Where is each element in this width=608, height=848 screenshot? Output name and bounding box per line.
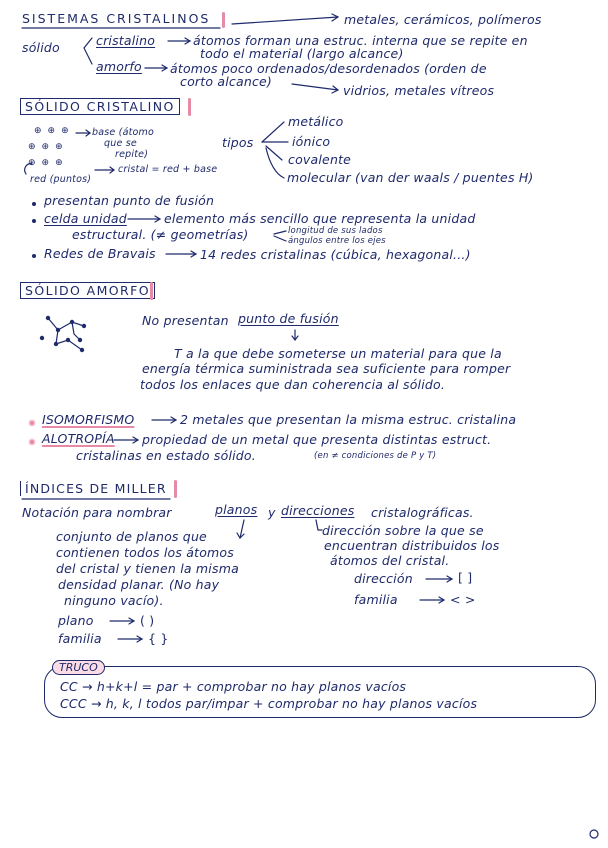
alotropia-label: ALOTROPÍA <box>42 431 115 446</box>
amorfo-atom <box>66 338 70 342</box>
page-title: SISTEMAS CRISTALINOS <box>22 11 211 26</box>
amorfo-atom <box>80 348 84 352</box>
solido-label: sólido <box>22 40 60 55</box>
planos-def-1: conjunto de planos que <box>56 529 207 544</box>
truco-line-1: CC → h+k+l = par + comprobar no hay planos vacíos <box>60 679 407 694</box>
solido-bracket <box>84 38 92 64</box>
red-note: red (puntos) <box>30 174 92 185</box>
planos-def-5: ninguno vacío). <box>64 593 164 608</box>
punto-fusion-label: punto de fusión <box>238 311 339 326</box>
celda-note-arrow-2 <box>274 236 286 241</box>
tipo-ionico: iónico <box>292 134 331 149</box>
crystal-row-3: ⊕⊕⊕ <box>28 158 69 168</box>
bravais-label: Redes de Bravais <box>44 246 156 261</box>
dir-def-2: encuentran distribuidos los <box>324 538 500 553</box>
familia-dir-label: familia <box>354 592 398 607</box>
amorfo-atom <box>40 336 44 340</box>
truco-label: TRUCO <box>52 660 105 675</box>
alotropia-def-1: propiedad de un metal que presenta distintas estruct. <box>142 432 492 447</box>
crystal-row-1: ⊕⊕⊕ <box>34 126 75 136</box>
base-note-3: repite) <box>115 149 149 160</box>
miller-direcciones: direcciones <box>281 503 355 518</box>
alotropia-note: (en ≠ condiciones de P y T) <box>314 451 437 461</box>
top-right-note: metales, cerámicos, polímeros <box>344 12 542 27</box>
familia-plano-label: familia <box>58 631 102 646</box>
celda-note-1: longitud de sus lados <box>288 226 383 236</box>
corner-mark <box>590 830 598 838</box>
tipos-label: tipos <box>222 135 254 150</box>
amorfo-line-3: energía térmica suministrada sea suficiente para romper <box>142 361 511 376</box>
cristalino-def-2: todo el material (largo alcance) <box>200 46 404 61</box>
celda-unidad-def: elemento más sencillo que representa la unidad <box>164 211 476 226</box>
alotropia-def-2: cristalinas en estado sólido. <box>76 448 256 463</box>
amorfo-line-4: todos los enlaces que dan coherencia al sólido. <box>140 377 446 392</box>
amorfo-atom <box>54 342 58 346</box>
tipo-covalente: covalente <box>288 152 352 167</box>
amorfo-atom <box>56 328 60 332</box>
tipos-branch-1 <box>262 122 284 142</box>
dir-def-1: dirección sobre la que se <box>322 523 484 538</box>
amorfo-atom <box>82 324 86 328</box>
miller-intro-a: Notación para nombrar <box>22 505 172 520</box>
base-note-2: que se <box>104 138 137 149</box>
miller-y: y <box>268 505 276 520</box>
red-curve-arrow <box>25 164 32 174</box>
amorfo-examples-arrow <box>292 84 338 90</box>
celda-note-2: ángulos entre los ejes <box>288 236 386 246</box>
section-title-miller: ÍNDICES DE MILLER <box>20 481 171 496</box>
cristalino-bullet-1: presentan punto de fusión <box>44 193 215 208</box>
amorfo-def-2: corto alcance) <box>180 74 273 89</box>
cristalino-def-1: átomos forman una estruc. interna que se repite en <box>193 33 528 48</box>
dir-def-3: átomos del cristal. <box>330 553 450 568</box>
miller-intro-b: cristalográficas. <box>371 505 474 520</box>
familia-dir-symbol: < > <box>450 592 476 607</box>
section-title-amorfo: SÓLIDO AMORFO <box>20 282 155 299</box>
amorfo-examples: vidrios, metales vítreos <box>343 83 495 98</box>
truco-line-2: CCC → h, k, l todos par/impar + comprobar no hay planos vacíos <box>60 696 478 711</box>
plano-label: plano <box>58 613 94 628</box>
planos-def-2: contienen todos los átomos <box>56 545 234 560</box>
celda-note-arrow-1 <box>274 231 286 234</box>
cristalino-label: cristalino <box>96 33 156 48</box>
amorfo-atom <box>70 320 74 324</box>
amorfo-line-2: T a la que debe someterse un material para que la <box>174 346 502 361</box>
direccion-label: dirección <box>354 571 413 586</box>
isomorfismo-def: 2 metales que presentan la misma estruc. cristalina <box>180 412 517 427</box>
tipos-branch-4 <box>266 148 284 178</box>
celda-unidad-label: celda unidad <box>44 211 127 226</box>
cristal-note: cristal = red + base <box>118 164 218 175</box>
amorfo-atom <box>46 316 50 320</box>
tipo-molecular: molecular (van der waals / puentes H) <box>287 170 534 185</box>
tipo-metalico: metálico <box>288 114 344 129</box>
miller-planos: planos <box>215 502 258 517</box>
amorfo-label: amorfo <box>96 59 142 74</box>
direcciones-down-arrow <box>316 520 322 530</box>
amorfo-network-1 <box>48 318 84 330</box>
crystal-row-2: ⊕⊕⊕ <box>28 142 69 152</box>
familia-plano-symbol: { } <box>148 631 169 646</box>
direccion-symbol: [ ] <box>458 570 473 585</box>
celda-unidad-def-2: estructural. (≠ geometrías) <box>72 227 249 242</box>
planos-def-4: densidad planar. (No hay <box>58 577 220 592</box>
planos-def-3: del cristal y tienen la misma <box>56 561 239 576</box>
plano-symbol: ( ) <box>140 613 155 628</box>
amorfo-def-1: átomos poco ordenados/desordenados (orden de <box>170 61 487 76</box>
isomorfismo-label: ISOMORFISMO <box>42 412 135 427</box>
section-title-cristalino: SÓLIDO CRISTALINO <box>20 98 180 115</box>
amorfo-atom <box>78 338 82 342</box>
title-arrow <box>232 17 338 24</box>
bravais-def: 14 redes cristalinas (cúbica, hexagonal...) <box>200 247 471 262</box>
base-note-1: base (átomo <box>92 127 154 138</box>
amorfo-line-1a: No presentan <box>142 313 229 328</box>
